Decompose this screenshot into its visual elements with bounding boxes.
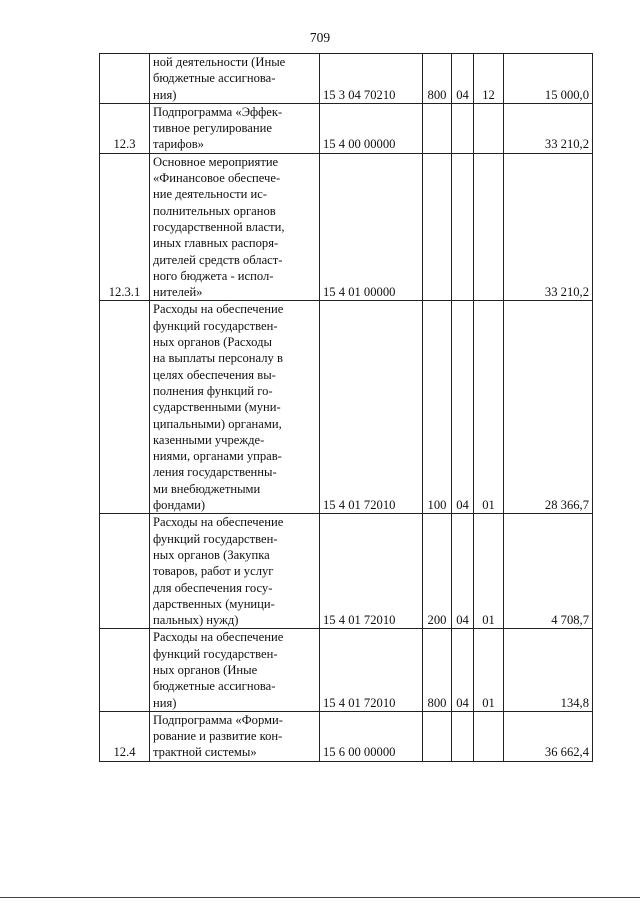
row-number: 12.3 xyxy=(100,103,150,153)
row-name-line: иных главных распоря- xyxy=(153,236,279,251)
row-name-line: ние деятельности ис- xyxy=(153,187,267,202)
row-name-line: Расходы на обеспечение xyxy=(153,630,284,645)
subsection xyxy=(474,711,504,761)
subsection xyxy=(474,103,504,153)
target-code: 15 4 01 72010 xyxy=(320,629,423,711)
subsection: 01 xyxy=(474,301,504,514)
row-name-line: Подпрограмма «Форми- xyxy=(153,712,283,727)
row-name-line: государственной власти, xyxy=(153,219,285,234)
footer-rule xyxy=(0,897,640,898)
target-code: 15 4 01 72010 xyxy=(320,301,423,514)
row-name-line: дителей средств област- xyxy=(153,252,283,267)
row-name-line: рование и развитие кон- xyxy=(153,729,283,744)
table-body xyxy=(100,54,593,762)
section: 04 xyxy=(452,629,474,711)
amount: 36 662,4 xyxy=(504,711,593,761)
row-name-line: бюджетные ассигнова- xyxy=(153,71,276,86)
row-name-line: ния) xyxy=(153,695,177,710)
row-number: 12.3.1 xyxy=(100,153,150,301)
row-name-line: на выплаты персоналу в xyxy=(153,351,283,366)
amount: 134,8 xyxy=(504,629,593,711)
table-row xyxy=(100,711,593,761)
section xyxy=(452,153,474,301)
row-name-line: Расходы на обеспечение xyxy=(153,302,284,317)
row-name xyxy=(150,711,320,761)
target-code: 15 4 01 72010 xyxy=(320,514,423,629)
target-code: 15 4 01 00000 xyxy=(320,153,423,301)
row-name-line: функций государствен- xyxy=(153,646,278,661)
row-name-line: ления государственны- xyxy=(153,465,277,480)
section: 04 xyxy=(452,54,474,104)
row-name-line: трактной системы» xyxy=(153,745,257,760)
amount: 15 000,0 xyxy=(504,54,593,104)
table-row xyxy=(100,54,593,104)
amount: 4 708,7 xyxy=(504,514,593,629)
row-name-line: ципальными) органами, xyxy=(153,416,282,431)
row-name-line: пальных) нужд) xyxy=(153,613,239,628)
row-name-line: полнительных органов xyxy=(153,203,276,218)
row-name-line: ных органов (Закупка xyxy=(153,547,270,562)
row-name-line: ния) xyxy=(153,87,177,102)
row-name xyxy=(150,514,320,629)
amount: 33 210,2 xyxy=(504,153,593,301)
subsection xyxy=(474,153,504,301)
expense-type: 800 xyxy=(423,629,452,711)
subsection: 12 xyxy=(474,54,504,104)
section xyxy=(452,103,474,153)
expense-type: 100 xyxy=(423,301,452,514)
row-name-line: функций государствен- xyxy=(153,318,278,333)
row-name-line: ми внебюджетными xyxy=(153,481,261,496)
section: 04 xyxy=(452,514,474,629)
expense-type xyxy=(423,153,452,301)
row-name-line: фондами) xyxy=(153,498,206,513)
row-name-line: Расходы на обеспечение xyxy=(153,515,284,530)
subsection: 01 xyxy=(474,514,504,629)
row-name-line: казенными учрежде- xyxy=(153,432,265,447)
row-name-line: бюджетные ассигнова- xyxy=(153,679,276,694)
row-name xyxy=(150,54,320,104)
row-name-line: нителей» xyxy=(153,285,203,300)
table-row xyxy=(100,153,593,301)
amount: 28 366,7 xyxy=(504,301,593,514)
row-name-line: ных органов (Расходы xyxy=(153,335,272,350)
row-name-line: целях обеспечения вы- xyxy=(153,367,276,382)
row-name xyxy=(150,103,320,153)
row-number xyxy=(100,514,150,629)
row-number xyxy=(100,54,150,104)
row-name-line: тивное регулирование xyxy=(153,121,272,136)
row-number: 12.4 xyxy=(100,711,150,761)
row-name xyxy=(150,301,320,514)
section: 04 xyxy=(452,301,474,514)
row-name-line: дарственных (муници- xyxy=(153,596,275,611)
row-number xyxy=(100,301,150,514)
budget-table xyxy=(99,53,593,762)
expense-type xyxy=(423,103,452,153)
row-name xyxy=(150,629,320,711)
amount: 33 210,2 xyxy=(504,103,593,153)
row-name-line: ного бюджета - испол- xyxy=(153,268,274,283)
expense-type: 200 xyxy=(423,514,452,629)
target-code: 15 6 00 00000 xyxy=(320,711,423,761)
target-code: 15 4 00 00000 xyxy=(320,103,423,153)
table-row xyxy=(100,629,593,711)
row-name-line: Подпрограмма «Эффек- xyxy=(153,104,283,119)
row-name-line: тарифов» xyxy=(153,137,204,152)
table-row xyxy=(100,301,593,514)
row-name-line: для обеспечения госу- xyxy=(153,580,273,595)
row-name-line: сударственными (муни- xyxy=(153,400,281,415)
page-number: 709 xyxy=(309,30,331,45)
row-name-line: ниями, органами управ- xyxy=(153,449,282,464)
row-name-line: ных органов (Иные xyxy=(153,662,258,677)
row-name-line: Основное мероприятие xyxy=(153,154,279,169)
row-name-line: товаров, работ и услуг xyxy=(153,564,274,579)
subsection: 01 xyxy=(474,629,504,711)
table-row xyxy=(100,514,593,629)
row-name-line: функций государствен- xyxy=(153,531,278,546)
row-name xyxy=(150,153,320,301)
target-code: 15 3 04 70210 xyxy=(320,54,423,104)
expense-type xyxy=(423,711,452,761)
row-name-line: «Финансовое обеспече- xyxy=(153,171,281,186)
row-number xyxy=(100,629,150,711)
row-name-line: полнения функций го- xyxy=(153,383,273,398)
row-name-line: ной деятельности (Иные xyxy=(153,55,286,69)
table-row xyxy=(100,103,593,153)
section xyxy=(452,711,474,761)
expense-type: 800 xyxy=(423,54,452,104)
